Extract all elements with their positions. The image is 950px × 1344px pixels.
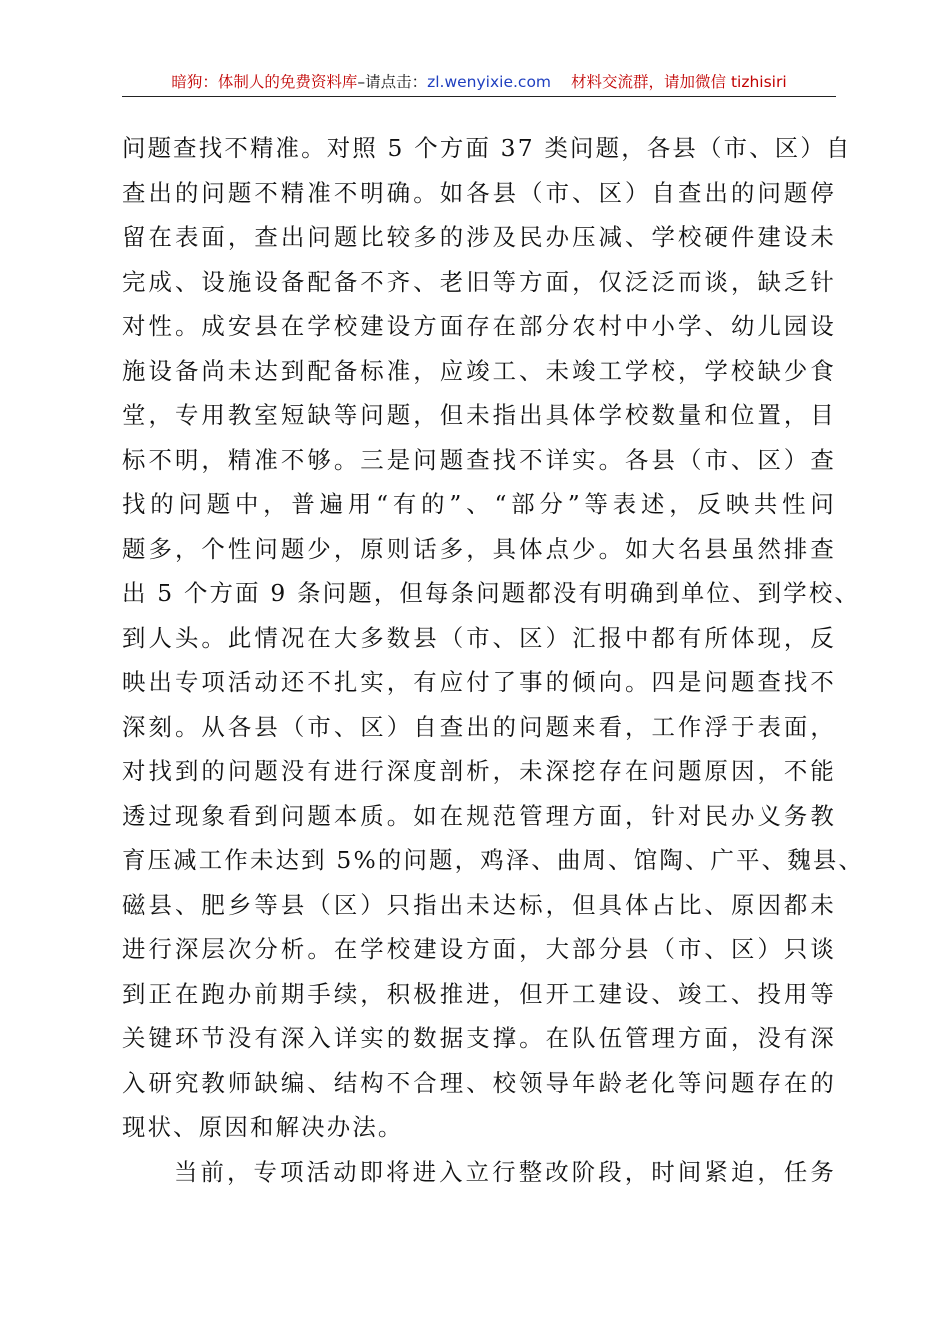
body-line: 堂，专用教室短缺等问题，但未指出具体学校数量和位置，目 (122, 401, 836, 429)
body-line: 育压减工作未达到 5%的问题，鸡泽、曲周、馆陶、广平、魏县、 (122, 846, 865, 874)
body-line: 对性。成安县在学校建设方面存在部分农村中小学、幼儿园设 (122, 312, 836, 340)
page-header (122, 70, 836, 97)
body-line: 磁县、肥乡等县（区）只指出未达标，但具体占比、原因都未 (122, 890, 836, 919)
body-line-paragraph-end: 现状、原因和解决办法。 (122, 1113, 404, 1141)
body-line: 深刻。从各县（市、区）自查出的问题来看，工作浮于表面， (122, 712, 836, 741)
body-line: 关键环节没有深入详实的数据支撑。在队伍管理方面，没有深 (122, 1024, 836, 1052)
body-line: 找的问题中，普遍用“有的”、“部分”等表述，反映共性问 (122, 490, 836, 518)
header-url-link[interactable]: zl.wenyixie.com (427, 73, 552, 91)
body-line: 留在表面，查出问题比较多的涉及民办压减、学校硬件建设未 (122, 223, 836, 251)
body-line: 完成、设施设备配备不齐、老旧等方面，仅泛泛而谈，缺乏针 (122, 267, 836, 296)
body-line: 进行深层次分析。在学校建设方面，大部分县（市、区）只谈 (122, 935, 836, 963)
body-line: 映出专项活动还不扎实，有应付了事的倾向。四是问题查找不 (122, 668, 836, 696)
body-line: 透过现象看到问题本质。如在规范管理方面，针对民办义务教 (122, 801, 836, 830)
body-line: 到正在跑办前期手续，积极推进，但开工建设、竣工、投用等 (122, 979, 836, 1008)
body-line: 问题查找不精准。对照 5 个方面 37 类问题，各县（市、区）自 (122, 134, 852, 162)
header-contact: 材料交流群，请加微信 tizhisiri (571, 73, 787, 91)
body-line-paragraph-start: 当前，专项活动即将进入立行整改阶段，时间紧迫，任务 (174, 1157, 836, 1186)
header-prompt: –请点击： (357, 73, 428, 91)
body-line: 出 5 个方面 9 条问题，但每条问题都没有明确到单位、到学校、 (122, 579, 861, 607)
body-line: 标不明，精准不够。三是问题查找不详实。各县（市、区）查 (122, 445, 836, 474)
body-line: 施设备尚未达到配备标准，应竣工、未竣工学校，学校缺少食 (122, 356, 836, 385)
body-line: 到人头。此情况在大多数县（市、区）汇报中都有所体现，反 (122, 623, 836, 652)
body-line: 查出的问题不精准不明确。如各县（市、区）自查出的问题停 (122, 178, 836, 207)
body-line: 入研究教师缺编、结构不合理、校领导年龄老化等问题存在的 (122, 1068, 836, 1097)
body-line: 题多，个性问题少，原则话多，具体点少。如大名县虽然排查 (122, 534, 836, 563)
document-body (122, 126, 865, 1194)
header-brand: 暗狗：体制人的免费资料库 (171, 73, 358, 91)
body-line: 对找到的问题没有进行深度剖析，未深挖存在问题原因，不能 (122, 757, 836, 785)
